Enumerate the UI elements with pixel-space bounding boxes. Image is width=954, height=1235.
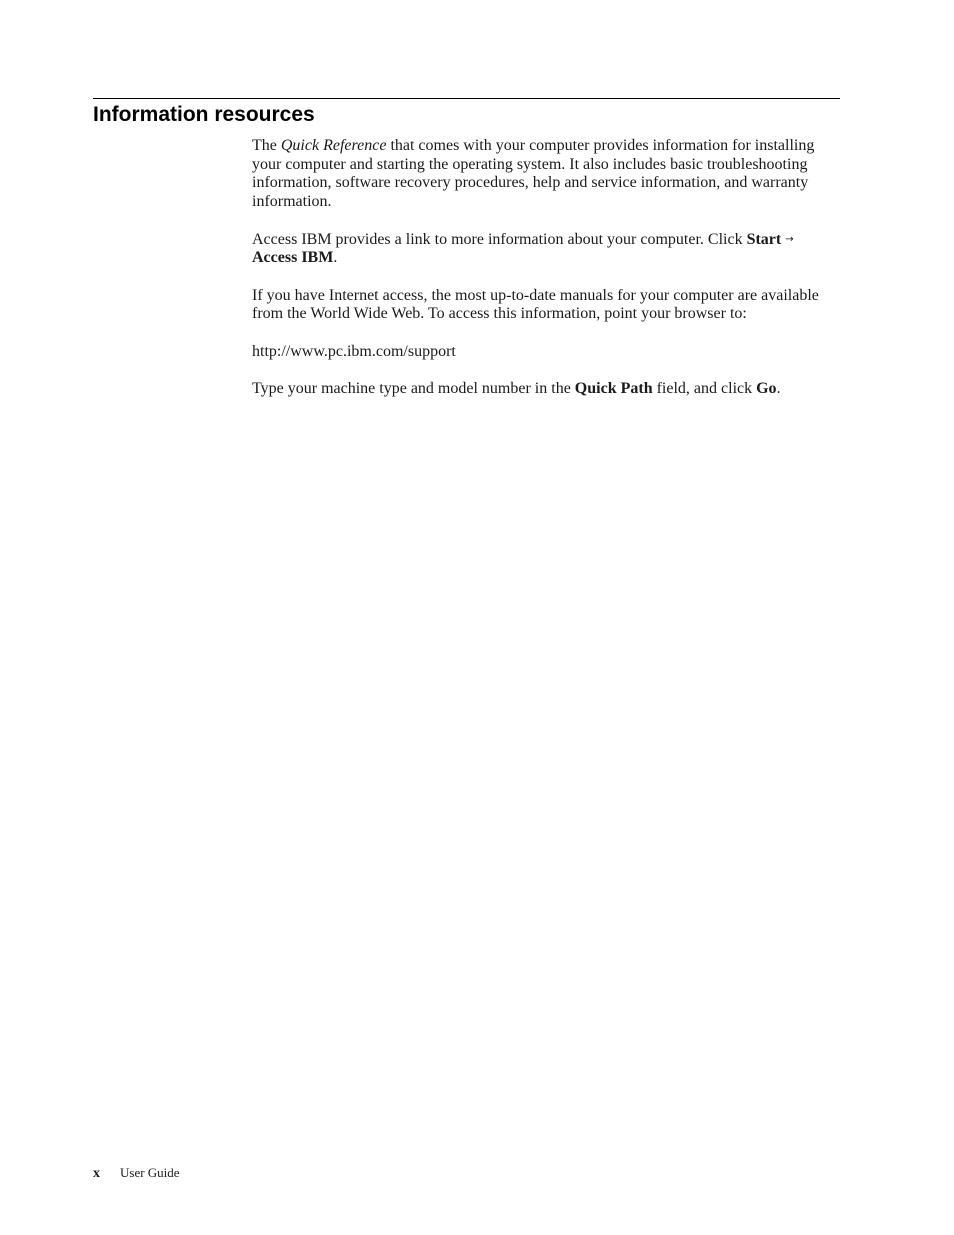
internet-access-paragraph: If you have Internet access, the most up-to-date manuals for your computer are available from the World Wide Web. To access this information, point your browser to: xyxy=(252,286,819,323)
support-url-link[interactable]: http://www.pc.ibm.com/support xyxy=(252,342,456,360)
para4-text-start: Type your machine type and model number in the xyxy=(252,380,575,398)
quick-path-paragraph xyxy=(252,380,840,399)
para1-text-start: The xyxy=(252,137,281,154)
heading-rule xyxy=(93,98,840,99)
page-footer xyxy=(93,1165,180,1182)
para4-text-middle: field, and click xyxy=(652,380,757,398)
access-ibm-paragraph xyxy=(252,231,840,268)
arrow-right-icon: → xyxy=(785,233,794,245)
section-heading: Information resources xyxy=(93,103,315,126)
para2-text-end: . xyxy=(333,249,338,267)
url-paragraph xyxy=(252,343,840,362)
footer-book-title: User Guide xyxy=(120,1165,180,1180)
quick-path-field-name: Quick Path xyxy=(574,380,653,398)
go-button-name: Go xyxy=(756,380,777,398)
book-title-quick-reference: Quick Reference xyxy=(280,137,387,154)
page-number: x xyxy=(93,1166,100,1181)
para4-text-end: . xyxy=(776,380,781,398)
menu-item-access-ibm: Access IBM xyxy=(252,249,334,267)
section-body xyxy=(252,137,840,417)
para1-text-end: that comes with your computer provides information for installing your computer and starting the operating system. It also includes basic troubleshooting information, software recovery procedures, help and service information, and warranty information. xyxy=(252,137,815,211)
quick-reference-paragraph xyxy=(252,137,840,212)
para2-text-start: Access IBM provides a link to more information about your computer. Click xyxy=(252,230,747,248)
menu-item-start: Start xyxy=(746,230,782,248)
